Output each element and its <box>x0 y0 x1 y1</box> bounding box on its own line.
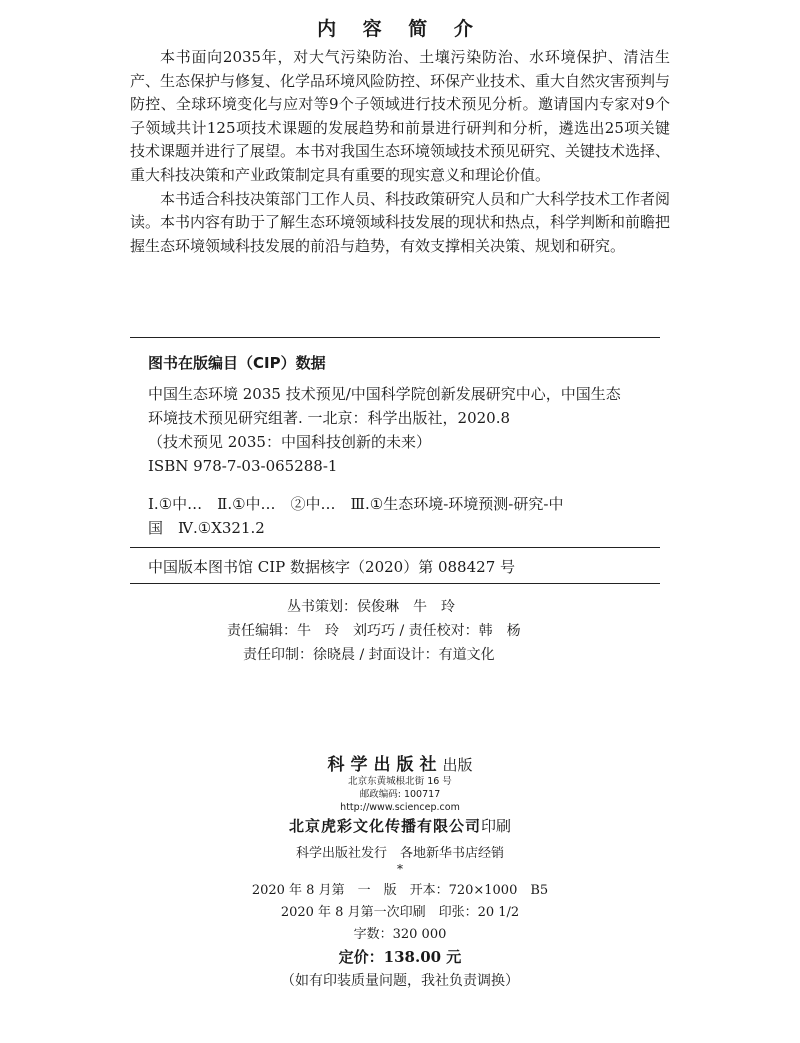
publisher-postcode: 邮政编码: 100717 <box>359 789 441 800</box>
intro-heading: 内 容 简 介 <box>317 18 483 40</box>
cip-series: （技术预见 2035：中国科技创新的未来） <box>148 433 431 451</box>
publisher-contact <box>0 775 800 814</box>
printing-info: 2020 年 8 月第一次印刷 印张：20 1/2 <box>280 905 520 920</box>
publisher-website: http://www.sciencep.com <box>340 802 460 813</box>
distribution: 科学出版社发行 各地新华书店经销 <box>295 846 504 861</box>
publisher-line <box>0 750 800 775</box>
cip-classification <box>148 492 668 540</box>
publisher-address: 北京东黄城根北街 16 号 <box>348 776 452 787</box>
cip-heading: 图书在版编目（CIP）数据 <box>148 354 326 372</box>
responsible-editors: 责任编辑：牛 玲 刘巧巧 / 责任校对：韩 杨 <box>227 623 521 639</box>
cip-class-line-2: 国 Ⅳ.①X321.2 <box>148 519 265 537</box>
cip-bottom-rule <box>130 583 660 584</box>
series-planning: 丛书策划：侯俊琳 牛 玲 <box>287 599 455 615</box>
cip-record <box>148 555 668 579</box>
printer-suffix: 印刷 <box>481 817 512 835</box>
edition-specs <box>0 880 800 946</box>
credits <box>0 595 800 667</box>
printer-name: 北京虎彩文化传播有限公司 <box>288 817 481 835</box>
intro-paragraph-2: 本书适合科技决策部门工作人员、科技政策研究人员和广大科学技术工作者阅读。本书内容有助于了解生态环境领域科技发展的现状和热点，科学判断和前瞻把握生态环境领域科技发展的前沿与趋势，有效支撑相关决策、规划和研究。 <box>130 189 671 255</box>
printer-line <box>0 815 800 836</box>
cip-isbn: ISBN 978-7-03-065288-1 <box>148 457 338 475</box>
separator-star: * <box>397 862 403 876</box>
cip-class-line-1: Ⅰ.①中… Ⅱ.①中… ②中… Ⅲ.①生态环境-环境预测-研究-中 <box>148 495 564 513</box>
publisher-name-suffix: 出版 <box>442 756 473 774</box>
cip-bibliographic <box>148 382 668 478</box>
price: 定价：138.00 元 <box>338 948 462 966</box>
cip-line-1: 中国生态环境 2035 技术预见/中国科学院创新发展研究中心，中国生态 <box>148 385 621 403</box>
print-and-cover: 责任印制：徐晓晨 / 封面设计：有道文化 <box>243 647 495 663</box>
cip-middle-rule <box>130 547 660 548</box>
cip-line-2: 环境技术预见研究组著. 一北京：科学出版社，2020.8 <box>148 409 511 427</box>
publisher-name: 科学出版社 <box>327 755 443 775</box>
quality-notice: （如有印装质量问题，我社负责调换） <box>281 973 519 989</box>
word-count: 字数：320 000 <box>353 927 447 942</box>
edition-info: 2020 年 8 月第 一 版 开本：720×1000 B5 <box>251 883 549 898</box>
intro-text <box>130 46 670 258</box>
cip-record-number: 中国版本图书馆 CIP 数据核字（2020）第 088427 号 <box>148 558 516 576</box>
cip-top-rule <box>130 337 660 338</box>
intro-paragraph-1: 本书面向2035年，对大气污染防治、土壤污染防治、水环境保护、清洁生产、生态保护与修复、化学品环境风险防控、环保产业技术、重大自然灾害预判与防控、全球环境变化与应对等9个子领域进行技术预见分析。邀请国内专家对9个子领域共计125项技术课题的发展趋势和前景进行研判和分析，遴选出25项关键技术课题并进行了展望。本书对我国生态环境领域技术预见研究、关键技术选择、重大科技决策和产业政策制定具有重要的现实意义和理论价值。 <box>130 48 671 184</box>
